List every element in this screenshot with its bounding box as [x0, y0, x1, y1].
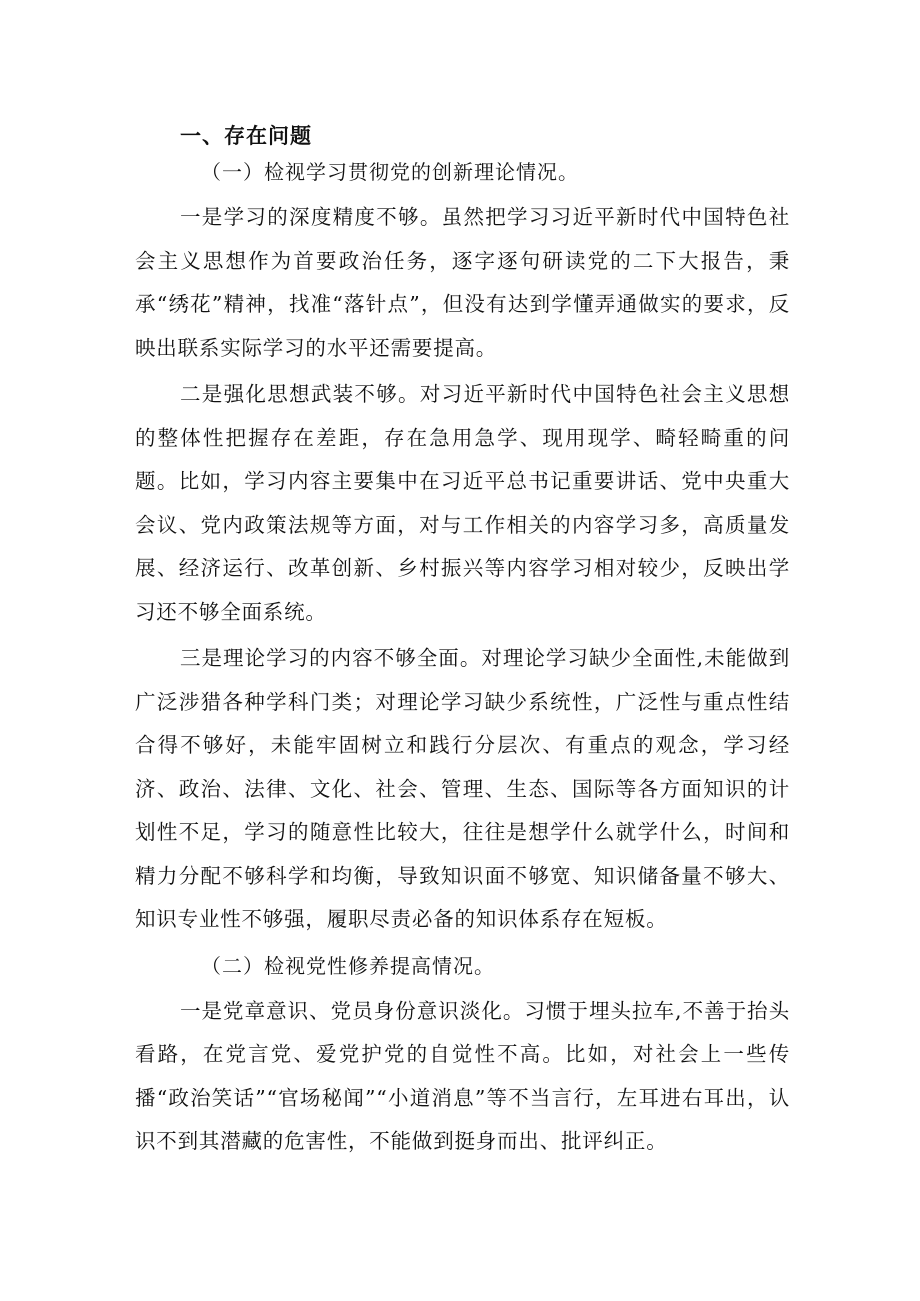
section-heading: 一、存在问题 — [180, 124, 312, 148]
paragraph-1-2: 二是强化思想武装不够。对习近平新时代中国特色社会主义思想的整体性把握存在差距，存在急用急学、现用现学、畸轻畸重的问题。比如，学习内容主要集中在习近平总书记重要讲话、党中央重大会议、党内政策法规等方面，对与工作相关的内容学习多，高质量发展、经济运行、改革创新、乡村振兴等内容学习相对较少，反映出学习还不够全面系统。 — [135, 382, 790, 624]
document-body — [135, 118, 790, 1167]
subsection-title-2: （二）检视党性修养提高情况。 — [201, 953, 495, 978]
paragraph-2-1: 一是党章意识、党员身份意识淡化。习惯于埋头拉车,不善于抬头看路，在党言党、爱党护党的自觉性不高。比如，对社会上一些传播“政治笑话”“官场秘闻”“小道消息”等不当言行，左耳进右耳出，认识不到其潜藏的危害性，不能做到挺身而出、批评纠正。 — [135, 998, 790, 1153]
paragraph-1-3: 三是理论学习的内容不够全面。对理论学习缺少全面性,未能做到广泛涉猎各种学科门类；对理论学习缺少系统性，广泛性与重点性结合得不够好，未能牢固树立和践行分层次、有重点的观念，学习经济、政治、法律、文化、社会、管理、生态、国际等各方面知识的计划性不足，学习的随意性比较大，往往是想学什么就学什么，时间和精力分配不够科学和均衡，导致知识面不够宽、知识储备量不够大、知识专业性不够强，履职尽责必备的知识体系存在短板。 — [135, 646, 790, 931]
subsection-title-1: （一）检视学习贯彻党的创新理论情况。 — [201, 160, 579, 184]
paragraph-1-1: 一是学习的深度精度不够。虽然把学习习近平新时代中国特色社会主义思想作为首要政治任务，逐字逐句研读党的二下大报告，秉承“绣花”精神，找准“落针点”，但没有达到学懂弄通做实的要求，反映出联系实际学习的水平还需要提高。 — [135, 205, 790, 360]
